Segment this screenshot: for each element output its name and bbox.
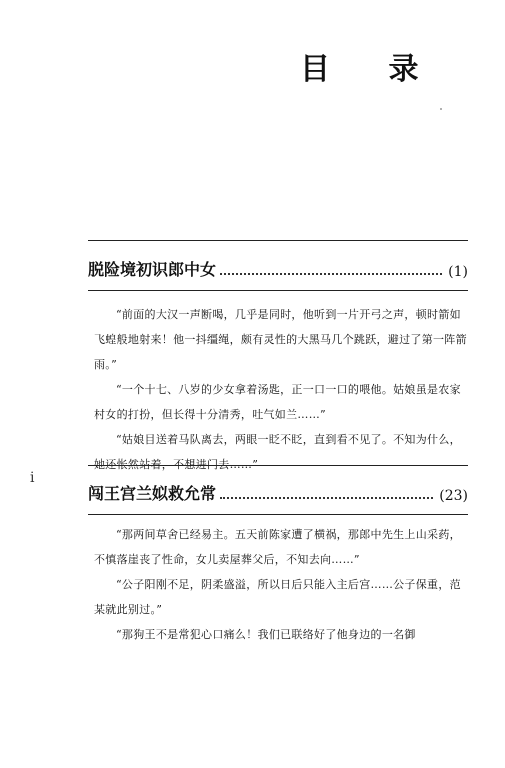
scan-speck: [440, 108, 442, 110]
entry-2-bottom-rule: [88, 514, 468, 515]
entry-2-excerpt-3: “那狗王不是常犯心口痛么！我们已联络好了他身边的一名御: [116, 628, 416, 641]
entry-2-leader: [220, 496, 433, 499]
entry-2-title: 闯王宫兰姒救允常: [88, 484, 217, 503]
entry-1-excerpt-2: “一个十七、八岁的少女拿着汤匙，正一口一口的喂他。姑娘虽是农家村女的打扮，但长得十分清秀，吐气如兰……”: [94, 383, 461, 421]
entry-2-excerpt-1: “那两间草舍已经易主。五天前陈家遭了横祸，那郎中先生上山采药，不慎落崖丧了性命，女儿卖屋葬父后，不知去向……”: [94, 528, 461, 566]
entry-2-excerpts: [94, 522, 468, 647]
toc-entry-2[interactable]: [88, 478, 468, 504]
entry-1-excerpt-3: “姑娘目送着马队离去，两眼一眨不眨，直到看不见了。不知为什么，她还怅然站着，不想进门去……”: [94, 433, 461, 471]
page-title: 目 录: [300, 52, 443, 87]
entry-2-excerpt-2: “公子阳刚不足，阴柔盛溢，所以日后只能入主后宫……公子保重，范某就此别过。”: [94, 578, 461, 616]
entry-1-excerpts: [94, 302, 468, 477]
entry-1-title: 脱险境初识郎中女: [88, 260, 217, 279]
toc-entry-1[interactable]: [88, 254, 468, 280]
entry-2-top-rule: [88, 465, 468, 466]
margin-mark: i: [30, 470, 35, 486]
entry-1-excerpt-1: “前面的大汉一声断喝，几乎是同时，他听到一片开弓之声，顿时箭如飞蝗般地射来！他一抖缰绳，颇有灵性的大黑马几个跳跃，避过了第一阵箭雨。”: [94, 308, 467, 371]
entry-2-page: (23): [439, 488, 468, 504]
entry-1-bottom-rule: [88, 290, 468, 291]
entry-1-top-rule: [88, 240, 468, 241]
entry-1-leader: [220, 272, 442, 275]
entry-1-page: (1): [448, 264, 468, 280]
